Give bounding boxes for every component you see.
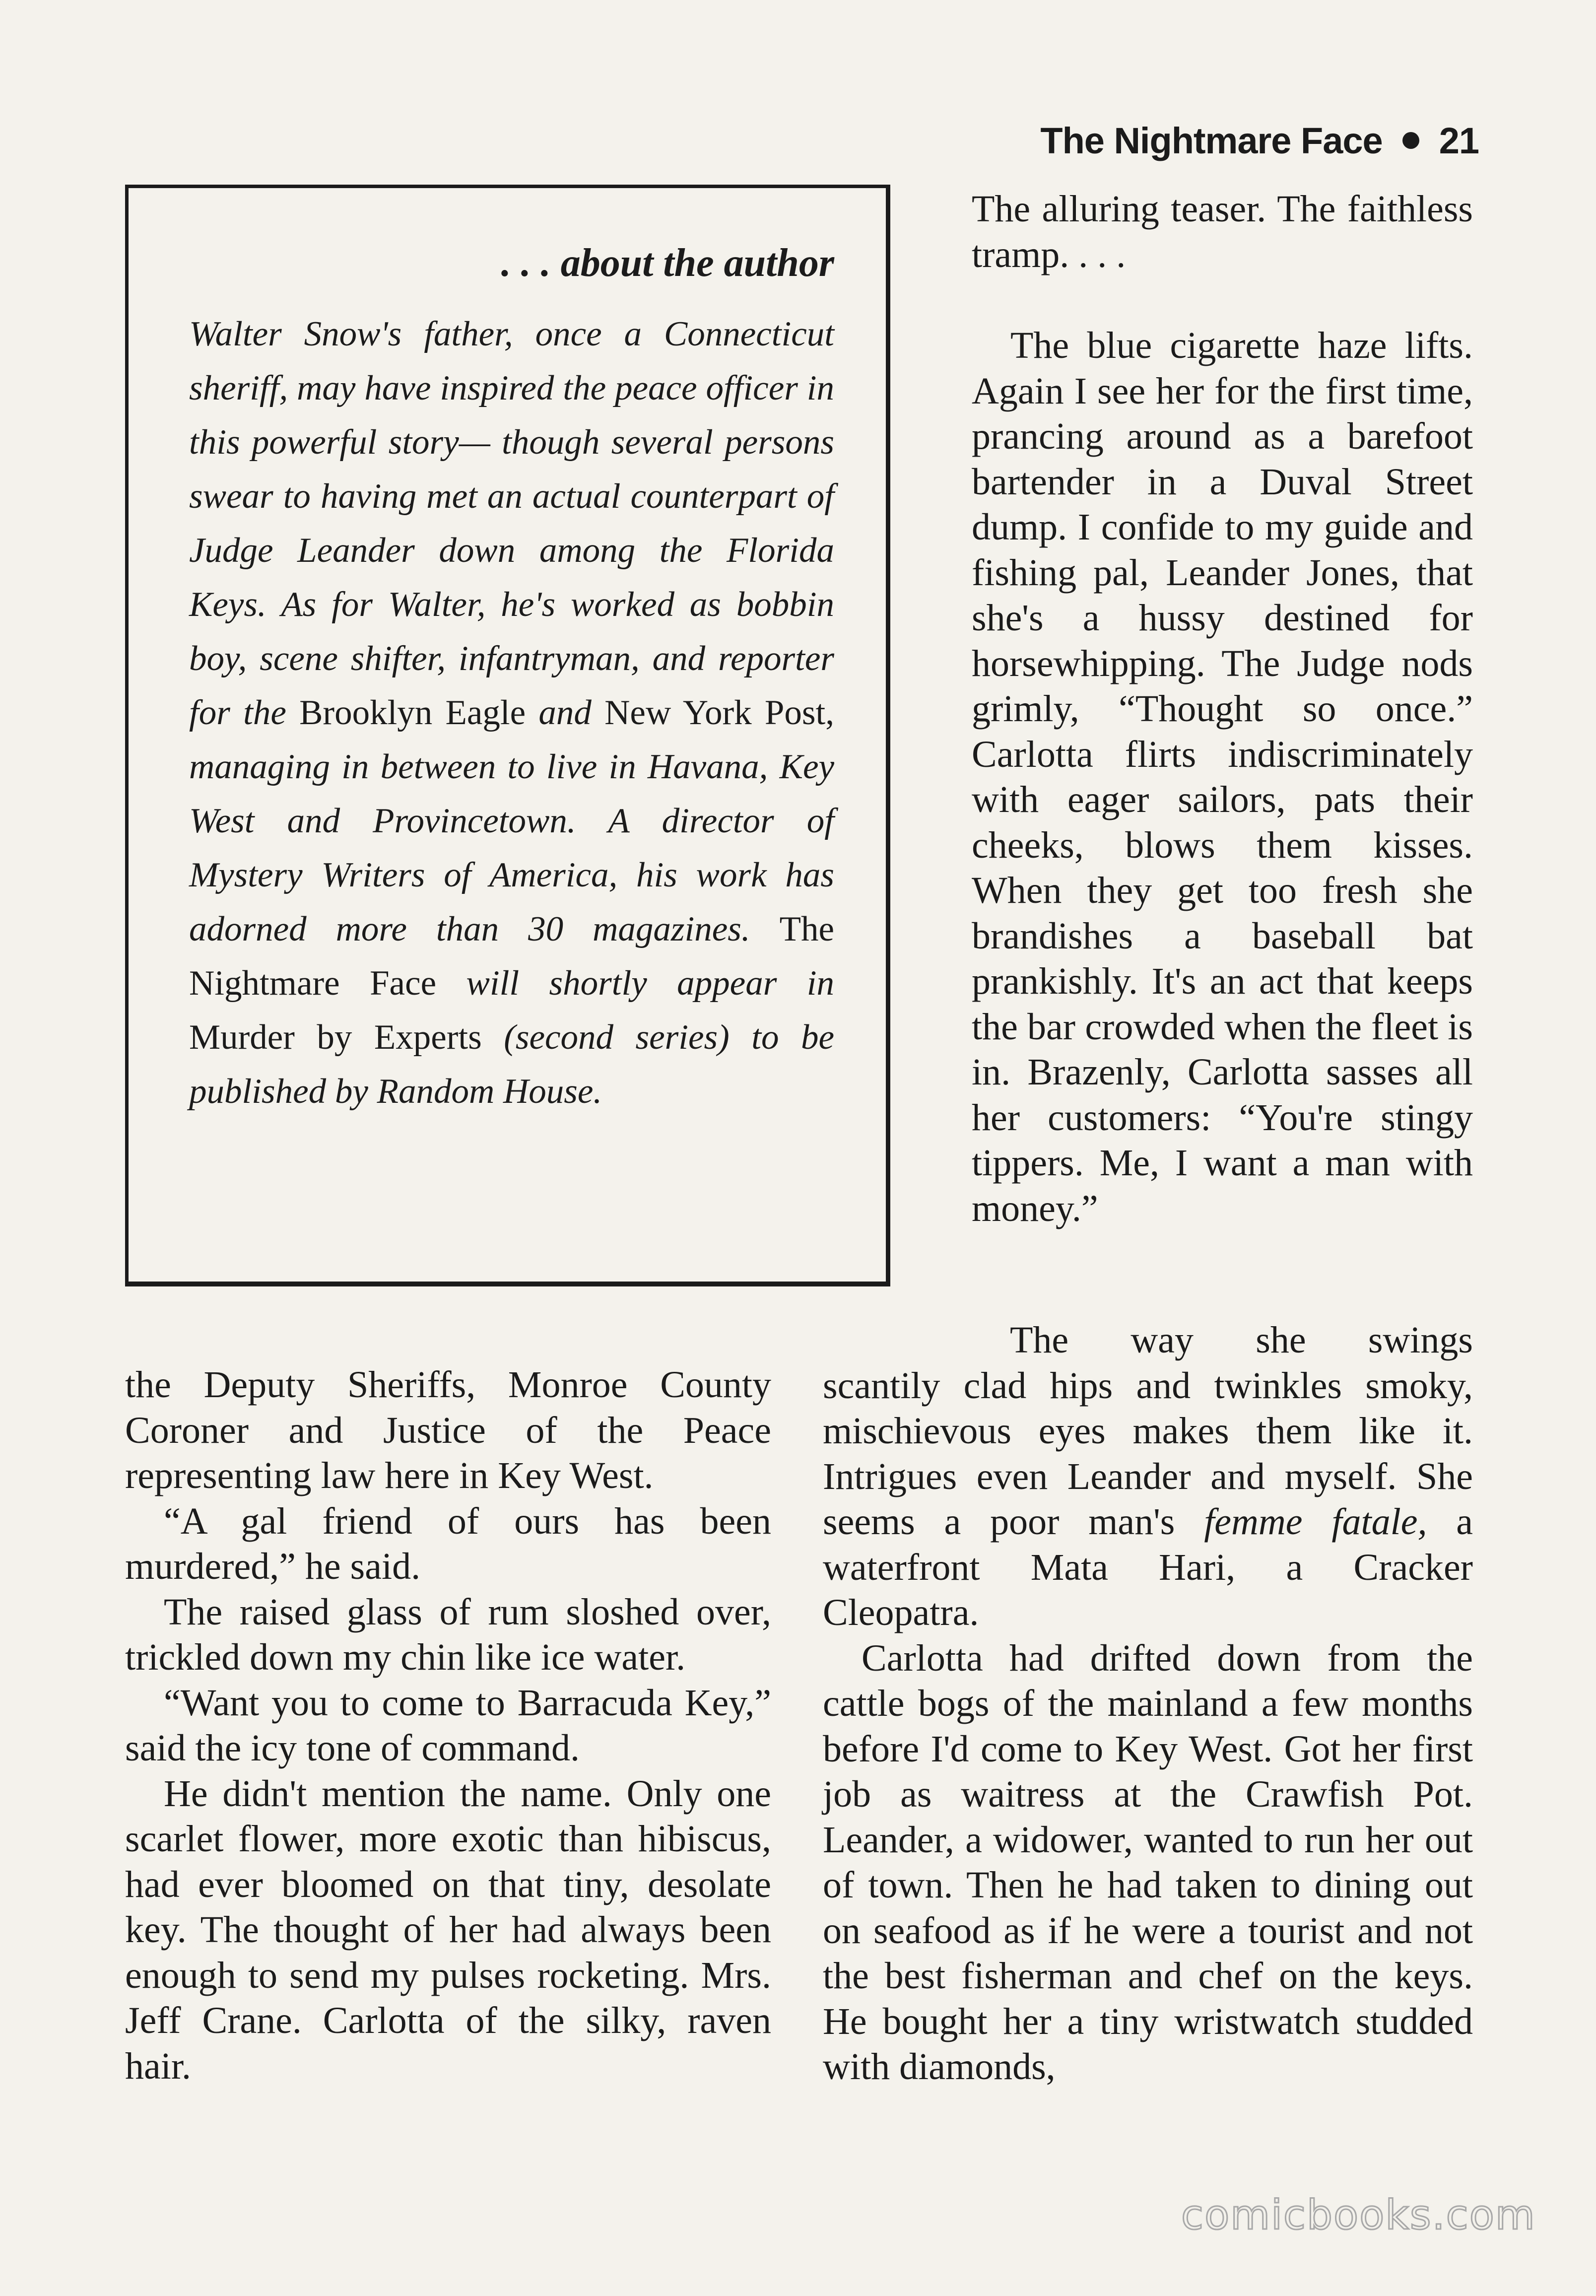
- bio-text: and: [526, 693, 605, 732]
- page-number: 21: [1439, 120, 1479, 161]
- bullet-dot-icon: [1402, 132, 1419, 149]
- paragraph: The blue cigarette haze lifts. Again I see her for the first time, prancing around as a barefoot bartender in a Duval Street dump. I confide to my guide and fishing pal, Leander Jones, that she's a hussy destined for horsewhipping. The Judge nods grimly, “Thought so once.” Carlotta flirts indiscriminately with eager sailors, pats their cheeks, blows them kisses. When they get too fresh she brandishes a baseball bat prankishly. It's an act that keeps the bar crowded when the fleet is in. Brazenly, Carlotta sasses all her customers: “You're stingy tippers. Me, I want a man with money.”: [972, 325, 1473, 1229]
- right-column-bottom: [823, 1318, 1473, 2090]
- bio-text: will shortly appear in: [436, 964, 834, 1003]
- bio-book-title: Murder by Experts: [189, 1018, 482, 1057]
- paragraph: “Want you to come to Barracuda Key,” said the icy tone of command.: [125, 1682, 771, 1769]
- author-box-heading: . . . about the author: [501, 241, 834, 285]
- bio-text: Walter Snow's father, once a Connecticut sheriff, may have inspired the peace officer in this powerful story— though several persons swear to having met an actual counterpart of Judge Leander down among the Florida Keys. As for Walter, he's worked as bobbin boy, scene shifter, infantryman, and reporter for the: [189, 315, 834, 732]
- story-title: The Nightmare Face: [1040, 120, 1383, 161]
- running-head: [1012, 113, 1479, 168]
- paragraph: “A gal friend of ours has been murdered,” he said.: [125, 1500, 771, 1587]
- paragraph: The raised glass of rum sloshed over, trickled down my chin like ice water.: [125, 1591, 771, 1678]
- italic-phrase: femme fatale,: [1204, 1501, 1427, 1543]
- paragraph: He didn't mention the name. Only one scarlet flower, more exotic than hibiscus, had ever bloomed on that tiny, desolate key. The thought of her had always been enough to send my pulses rocketing. Mrs. Jeff Crane. Carlotta of the silky, raven hair.: [125, 1772, 771, 2087]
- paragraph-lead: The way she swings: [1010, 1319, 1473, 1361]
- paragraph: Carlotta had drifted down from the cattle bogs of the mainland a few months before I'd come to Key West. Got her first job as waitress at the Crawfish Pot. Leander, a widower, wanted to run her out of town. Then he had taken to dining out on seafood as if he were a tourist and not the best fisherman and chef on the keys. He bought her a tiny wristwatch studded with diamonds,: [823, 1637, 1473, 2088]
- bio-text: managing in between to live in Havana, Key West and Provincetown. A director of Mystery Writers of America, his work has adorned more than 30 magazines.: [189, 747, 834, 948]
- about-the-author-box: [125, 185, 890, 1286]
- paragraph: the Deputy Sheriffs, Monroe County Coroner and Justice of the Peace representing law here in Key West.: [125, 1364, 771, 1496]
- paragraph: [823, 1318, 1473, 1636]
- paragraph-text: a waterfront Mata Hari, a Cracker Cleopatra.: [823, 1501, 1473, 1633]
- left-column: [125, 1362, 771, 2089]
- bio-publication-title: Brooklyn Eagle: [299, 693, 526, 732]
- watermark: comicbooks.com: [1181, 2192, 1536, 2239]
- paragraph-text: scantily clad hips and twinkles smoky, mischievous eyes makes them like it. Intrigues even Leander and myself. She seems a poor man's: [823, 1364, 1473, 1543]
- paragraph: The alluring teaser. The faithless tramp. . . .: [972, 188, 1473, 275]
- right-column-top: [972, 187, 1473, 1231]
- bio-text: (second series) to be published by Random House.: [189, 1018, 834, 1111]
- author-bio: [189, 307, 834, 1119]
- bio-story-title: The Nightmare Face: [189, 910, 834, 1003]
- bio-publication-title: New York Post,: [604, 693, 834, 732]
